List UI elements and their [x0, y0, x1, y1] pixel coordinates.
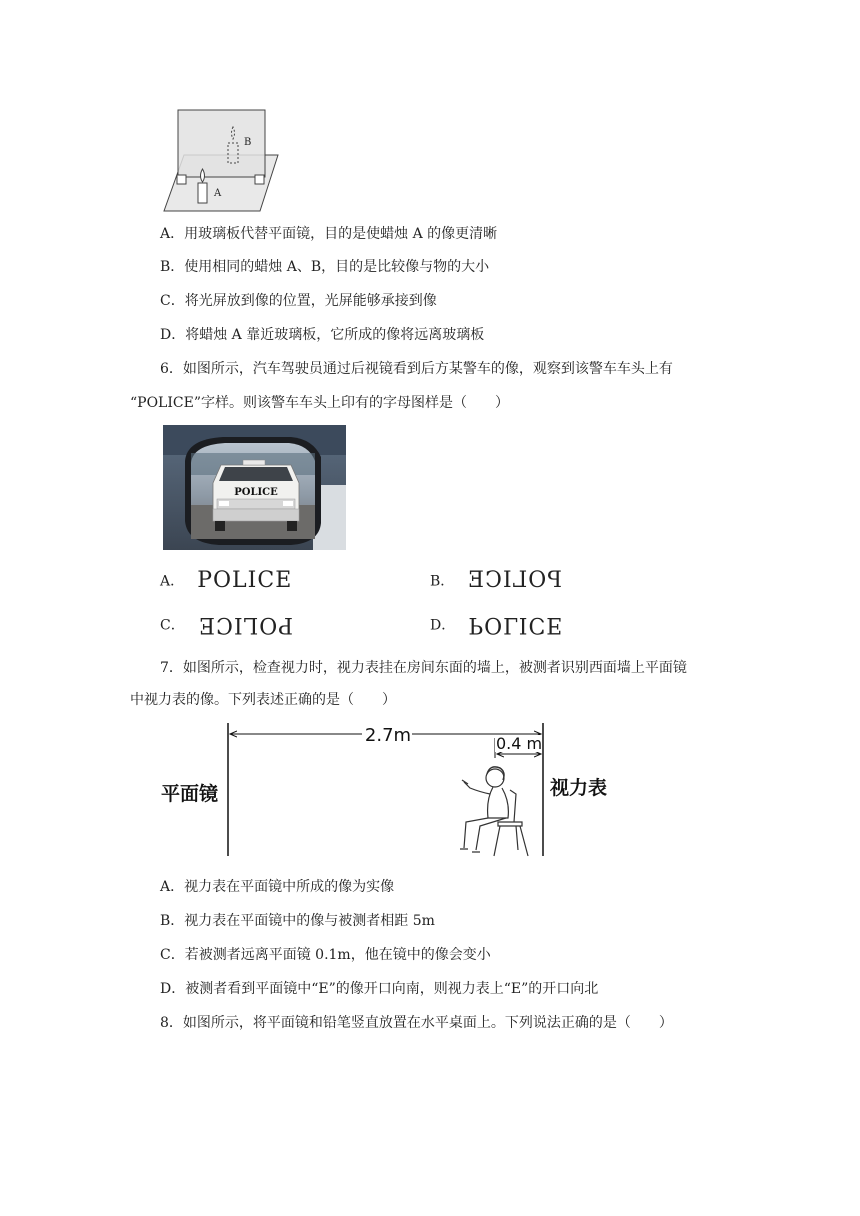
- q5-option-d: D．将蜡烛 A 靠近玻璃板，它所成的像将远离玻璃板: [160, 327, 485, 343]
- label-b: B: [244, 137, 252, 148]
- distance-total-label: 2.7m: [364, 725, 412, 746]
- q6-stem-line2: “POLICE”字样。则该警车车头上印有的字母图样是（ ）: [130, 395, 509, 411]
- eye-chart-label: 视力表: [550, 777, 608, 799]
- q7-option-c: C．若被测者远离平面镜 0.1m，他在镜中的像会变小: [160, 947, 491, 963]
- q6-option-a: A． POLICE: [160, 568, 293, 593]
- q8-stem-line1: 8．如图所示，将平面镜和铅笔竖直放置在水平桌面上。下列说法正确的是（ ）: [160, 1015, 673, 1031]
- distance-small-label: 0.4 m: [495, 734, 543, 753]
- q5-option-c: C．将光屏放到像的位置，光屏能够承接到像: [160, 293, 437, 309]
- q7-option-d: D．被测者看到平面镜中“E”的像开口向南，则视力表上“E”的开口向北: [160, 981, 599, 997]
- label-a: A: [214, 188, 222, 199]
- photo-police-label: POLICE: [234, 487, 278, 498]
- q5-option-a: A．用玻璃板代替平面镜，目的是使蜡烛 A 的像更清晰: [160, 226, 498, 242]
- police-car-mirror-photo: [163, 425, 346, 550]
- candle-experiment-figure: [160, 105, 285, 215]
- mirror-label: 平面镜: [161, 783, 219, 805]
- q7-option-a: A．视力表在平面镜中所成的像为实像: [160, 879, 395, 895]
- q6-option-b: B． POLICE: [430, 568, 563, 593]
- q7-option-b: B．视力表在平面镜中的像与被测者相距 5m: [160, 913, 435, 929]
- q6-stem-line1: 6．如图所示，汽车驾驶员通过后视镜看到后方某警车的像，观察到该警车车头上有: [160, 361, 673, 377]
- q7-stem-line2: 中视力表的像。下列表述正确的是（ ）: [130, 692, 396, 708]
- q5-option-b: B．使用相同的蜡烛 A、B，目的是比较像与物的大小: [160, 259, 490, 275]
- q6-option-d: D． POLICE: [430, 612, 564, 637]
- seated-person-icon: [460, 767, 528, 856]
- q6-option-c: C． POLICE: [160, 612, 293, 637]
- q7-stem-line1: 7．如图所示，检查视力时，视力表挂在房间东面的墙上，被测者识别西面墙上平面镜: [160, 660, 687, 676]
